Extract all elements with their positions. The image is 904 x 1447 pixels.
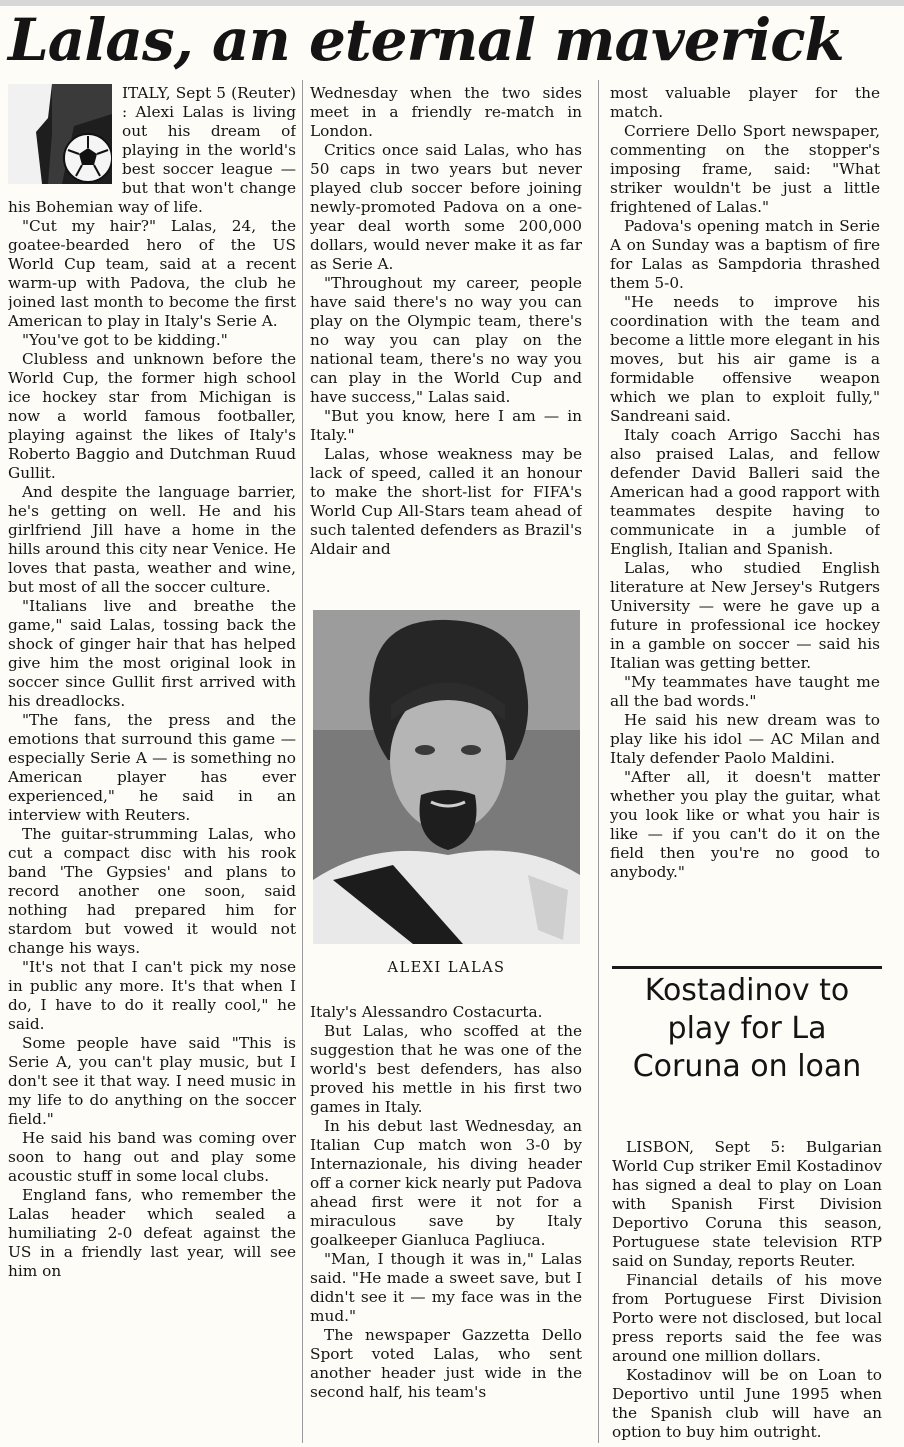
sidebar-article xyxy=(612,1138,882,1443)
paragraph: The guitar-strumming Lalas, who cut a compact disc with his rook band 'The Gypsies' and plans to record another one soon, said nothing had prepared him for stardom but vowed it would not change his ways. xyxy=(8,825,296,957)
paragraph: Some people have said "This is Serie A, you can't play music, but I don't see it that way. I need music in my life to do anything on the soccer field." xyxy=(8,1034,296,1128)
column-divider xyxy=(598,80,599,1443)
article-column-3 xyxy=(610,84,880,950)
sidebar-divider xyxy=(612,966,882,969)
paragraph: Lalas, whose weakness may be lack of speed, called it an honour to make the short-list for FIFA's World Cup All-Stars team ahead of such talented defenders as Brazil's Aldair and xyxy=(310,445,582,558)
paragraph: Lalas, who studied English literature at New Jersey's Rutgers University — were he gave up a future in professional ice hockey in a gamble on soccer — said his Italian was getting better. xyxy=(610,559,880,672)
paragraph: Italy's Alessandro Costacurta. xyxy=(310,1003,543,1021)
paragraph: "The fans, the press and the emotions that surround this game — especially Serie A — is something no American player has ever experienced," he said in an interview with Reuters. xyxy=(8,711,296,824)
photo-caption: ALEXI LALAS xyxy=(387,960,506,976)
paragraph: "Cut my hair?" Lalas, 24, the goatee-bearded hero of the US World Cup team, said at a recent warm-up with Padova, the club he joined last month to become the first American to play in Italy's Serie A. xyxy=(8,217,296,330)
paragraph: Financial details of his move from Portuguese First Division Porto were not disclosed, but local press reports said the fee was around one million dollars. xyxy=(612,1271,882,1365)
paragraph: The newspaper Gazzetta Dello Sport voted Lalas, who sent another header just wide in the second half, his team's xyxy=(310,1326,582,1401)
paragraph: Clubless and unknown before the World Cup, the former high school ice hockey star from Michigan is now a world famous footballer, playing against the likes of Italy's Roberto Baggio and Dutchman Ruud Gullit. xyxy=(8,350,296,482)
paragraph: most valuable player for the match. xyxy=(610,84,880,121)
soccer-player-thumbnail xyxy=(8,84,112,184)
paragraph: Wednesday when the two sides meet in a friendly re-match in London. xyxy=(310,84,582,140)
paragraph: Italy coach Arrigo Sacchi has also praised Lalas, and fellow defender David Balleri said the American had a good rapport with teammates despite having to communicate in a jumble of English, Italian and Spanish. xyxy=(610,426,880,558)
paragraph: He said his band was coming over soon to hang out and play some acoustic stuff in some local clubs. xyxy=(8,1129,296,1185)
paragraph: And despite the language barrier, he's getting on well. He and his girlfriend Jill have a home in the hills around this city near Venice. He loves that pasta, weather and wine, but most of all the soccer culture. xyxy=(8,483,296,596)
article-column-2 xyxy=(310,84,582,606)
sidebar-headline: Kostadinov to play for La Coruna on loan xyxy=(632,973,862,1084)
paragraph: "You've got to be kidding." xyxy=(22,331,228,349)
paragraph: "But you know, here I am — in Italy." xyxy=(310,407,582,444)
paragraph: England fans, who remember the Lalas header which sealed a humiliating 2-0 defeat against the US in a friendly last year, will see him on xyxy=(8,1186,296,1280)
paragraph: Padova's opening match in Serie A on Sunday was a baptism of fire for Lalas as Sampdoria thrashed them 5-0. xyxy=(610,217,880,292)
paragraph: "Man, I though it was in," Lalas said. "He made a sweet save, but I didn't see it — my face was in the mud." xyxy=(310,1250,582,1325)
article-column-1 xyxy=(8,84,296,1442)
paragraph: Corriere Dello Sport newspaper, commenting on the stopper's imposing frame, said: "What striker wouldn't be just a little frightened of Lalas." xyxy=(610,122,880,216)
paragraph: "It's not that I can't pick my nose in public any more. It's that when I do, I have to do it really cool," he said. xyxy=(8,958,296,1033)
paragraph: LISBON, Sept 5: Bulgarian World Cup striker Emil Kostadinov has signed a deal to play on Loan with Spanish First Division Deportivo Coruna this season, Portuguese state television RTP said on Sunday, reports Reuter. xyxy=(612,1138,882,1270)
paragraph: He said his new dream was to play like his idol — AC Milan and Italy defender Paolo Maldini. xyxy=(610,711,880,767)
paragraph: Kostadinov will be on Loan to Deportivo until June 1995 when the Spanish club will have an option to buy him outright. xyxy=(612,1366,882,1441)
paragraph: "After all, it doesn't matter whether you play the guitar, what you look like or what you hair is like — if you can't do it on the field then you're no good to anybody." xyxy=(610,768,880,881)
article-column-2-continued xyxy=(310,1003,582,1443)
alexi-lalas-photo xyxy=(313,610,580,944)
paragraph: "Italians live and breathe the game," said Lalas, tossing back the shock of ginger hair that has helped give him the most original look in soccer since Gullit first arrived with his dreadlocks. xyxy=(8,597,296,710)
paragraph: ITALY, Sept 5 (Reuter) : Alexi Lalas is living out his dream of playing in the world's best soccer league — but that won't change his Bohemian way of life. xyxy=(8,84,296,216)
paragraph: "Throughout my career, people have said there's no way you can play on the Olympic team, there's no way you can play on the national team, there's no way you can play in the World Cup and have success," Lalas said. xyxy=(310,274,582,406)
paragraph: But Lalas, who scoffed at the suggestion that he was one of the world's best defenders, has also proved his mettle in his first two games in Italy. xyxy=(310,1022,582,1116)
paragraph: In his debut last Wednesday, an Italian Cup match won 3-0 by Internazionale, his diving header off a corner kick nearly put Padova ahead first were it not for a miraculous save by Italy goalkeeper Gianluca Pagliuca. xyxy=(310,1117,582,1249)
paragraph: "My teammates have taught me all the bad words." xyxy=(610,673,880,710)
paragraph: "He needs to improve his coordination with the team and become a little more elegant in his moves, but his air game is a formidable offensive weapon which we plan to exploit fully," Sandreani said. xyxy=(610,293,880,425)
column-divider xyxy=(302,80,303,1443)
paragraph: Critics once said Lalas, who has 50 caps in two years but never played club soccer before joining newly-promoted Padova on a one-year deal worth some 200,000 dollars, would never make it as far as Serie A. xyxy=(310,141,582,273)
headline: Lalas, an eternal maverick xyxy=(8,6,844,74)
